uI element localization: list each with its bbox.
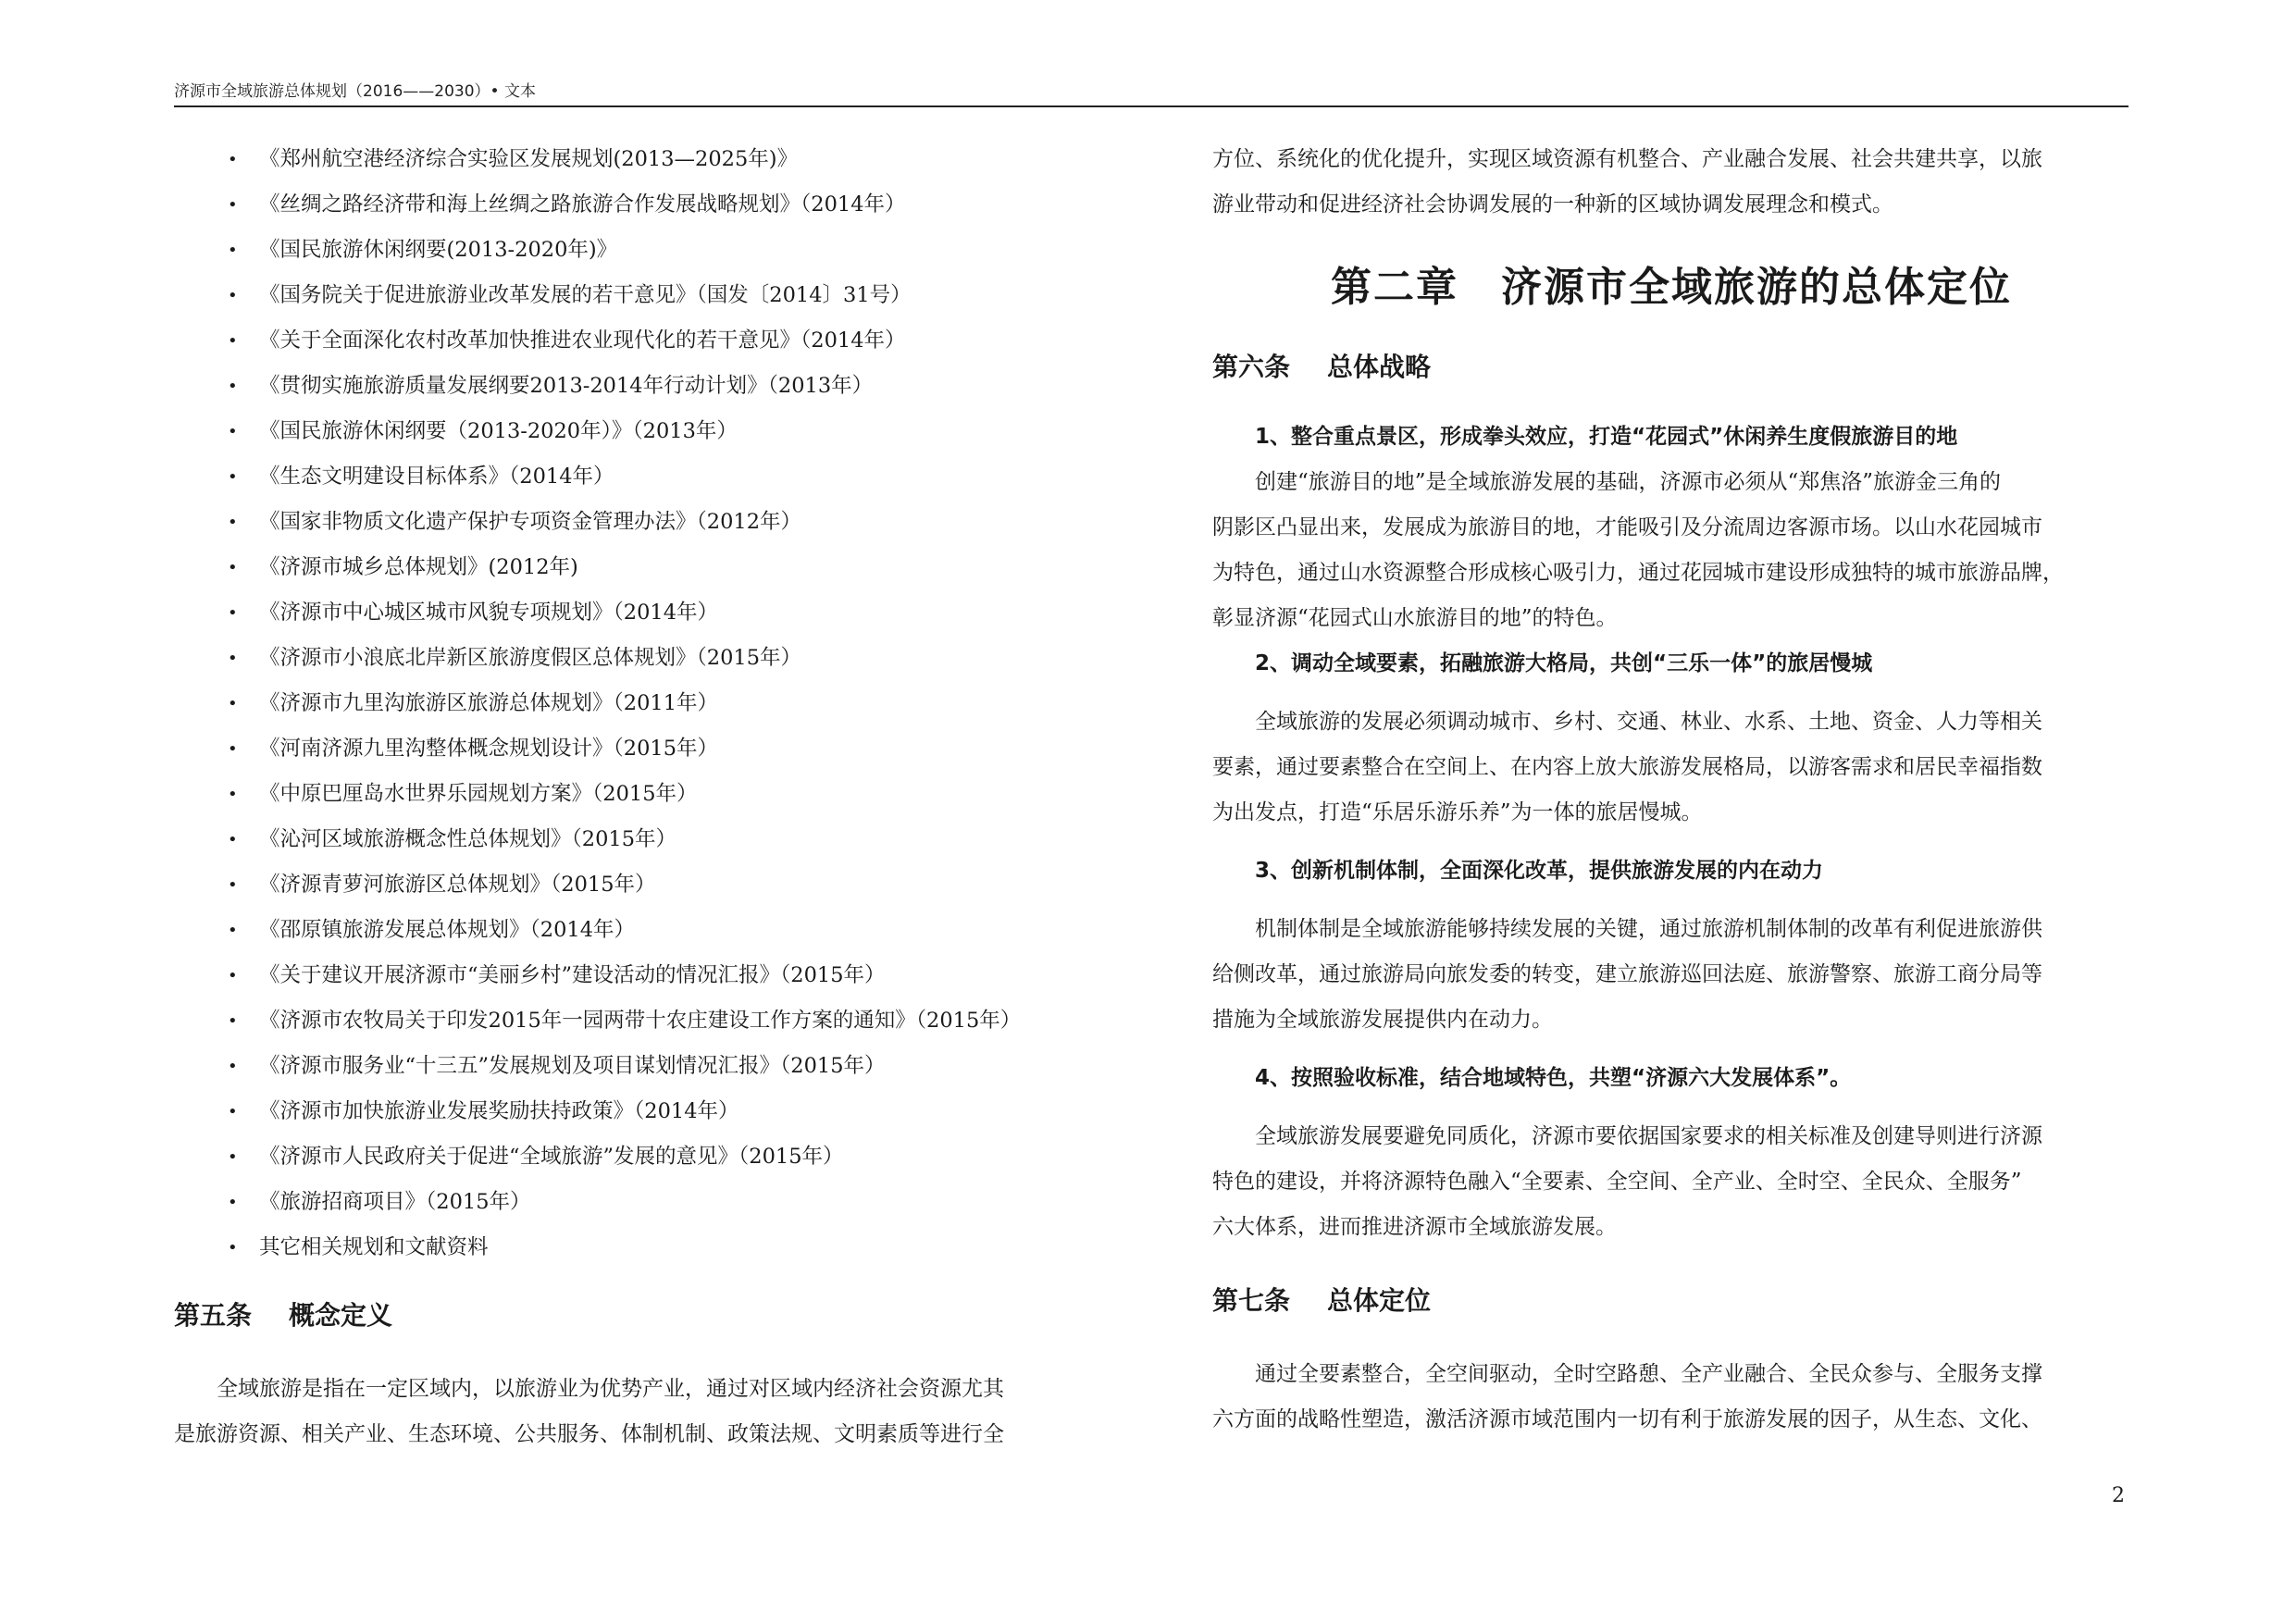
reference-text: 《国民旅游休闲纲要(2013-2020年)》 <box>259 238 618 262</box>
bullet-icon: • <box>228 694 238 713</box>
reference-item <box>174 409 1104 454</box>
header-rule <box>174 105 2128 107</box>
strategy-2-line-1: 全域旅游的发展必须调动城市、乡村、交通、林业、水系、土地、资金、人力等相关 <box>1255 710 2042 734</box>
reference-item <box>174 1089 1104 1134</box>
reference-text: 《关于全面深化农村改革加快推进农业现代化的若干意见》（2014年） <box>259 328 906 353</box>
reference-text: 《国务院关于促进旅游业改革发展的若干意见》（国发〔2014〕31号） <box>259 283 912 307</box>
reference-text: 《生态文明建设目标体系》（2014年） <box>259 465 614 489</box>
section-6-title <box>1212 344 2130 390</box>
reference-item <box>174 273 1104 318</box>
bullet-icon: • <box>228 875 238 895</box>
section-7-line-2: 六方面的战略性塑造，激活济源市域范围内一切有利于旅游发展的因子，从生态、文化、 <box>1212 1407 2042 1431</box>
reference-item <box>174 1134 1104 1180</box>
bullet-icon: • <box>228 1102 238 1121</box>
strategy-3-line-3: 措施为全域旅游发展提供内在动力。 <box>1212 1008 1553 1032</box>
reference-item <box>174 636 1104 681</box>
bullet-icon: • <box>228 1193 238 1212</box>
chapter-title: 第二章 济源市全域旅游的总体定位 <box>1331 264 2012 311</box>
right-column <box>1212 137 2130 1443</box>
bullet-icon: • <box>228 739 238 759</box>
bullet-icon: • <box>228 649 238 668</box>
bullet-icon: • <box>228 558 238 577</box>
strategy-1-heading: 1、整合重点景区，形成拳头效应，打造“花园式”休闲养生度假旅游目的地 <box>1255 425 1958 449</box>
reference-item <box>174 500 1104 545</box>
reference-item <box>174 318 1104 364</box>
bullet-icon: • <box>228 1147 238 1167</box>
reference-text: 《沁河区域旅游概念性总体规划》（2015年） <box>259 827 677 851</box>
section-5-heading: 概念定义 <box>289 1300 393 1331</box>
reference-text: 《郑州航空港经济综合实验区发展规划(2013—2025年)》 <box>259 147 799 171</box>
strategy-1-line-2: 阴影区凸显出来，发展成为旅游目的地，才能吸引及分流周边客源市场。以山水花园城市 <box>1212 515 2042 539</box>
bullet-icon: • <box>228 331 238 351</box>
reference-item <box>174 817 1104 862</box>
section-5-line-1: 全域旅游是指在一定区域内，以旅游业为优势产业，通过对区域内经济社会资源尤其 <box>217 1377 1004 1401</box>
reference-item <box>174 726 1104 772</box>
reference-item <box>174 1044 1104 1089</box>
reference-item <box>174 182 1104 228</box>
reference-text: 《河南济源九里沟整体概念规划设计》（2015年） <box>259 737 719 761</box>
reference-text: 《济源市加快旅游业发展奖励扶持政策》（2014年） <box>259 1099 739 1123</box>
reference-item <box>174 1225 1104 1270</box>
strategy-3-line-1: 机制体制是全域旅游能够持续发展的关键，通过旅游机制体制的改革有利促进旅游供 <box>1255 917 2042 941</box>
section-6-number: 第六条 <box>1212 352 1291 382</box>
strategy-3-heading: 3、创新机制体制，全面深化改革，提供旅游发展的内在动力 <box>1255 859 1824 883</box>
section-7-heading: 总体定位 <box>1327 1285 1432 1316</box>
reference-text: 《济源市九里沟旅游区旅游总体规划》（2011年） <box>259 691 719 715</box>
section-5-title <box>174 1293 1104 1339</box>
strategy-4-heading: 4、按照验收标准，结合地域特色，共塑“济源六大发展体系”。 <box>1255 1066 1852 1090</box>
section-5-line-2: 是旅游资源、相关产业、生态环境、公共服务、体制机制、政策法规、文明素质等进行全 <box>174 1422 1004 1446</box>
strategy-4-line-3: 六大体系，进而推进济源市全域旅游发展。 <box>1212 1215 1617 1239</box>
reference-item <box>174 772 1104 817</box>
continuation-line-1: 方位、系统化的优化提升，实现区域资源有机整合、产业融合发展、社会共建共享，以旅 <box>1212 147 2042 171</box>
strategy-2-line-3: 为出发点，打造“乐居乐游乐养”为一体的旅居慢城。 <box>1212 800 1703 824</box>
bullet-icon: • <box>228 1057 238 1076</box>
strategy-1-line-1: 创建“旅游目的地”是全域旅游发展的基础，济源市必须从“郑焦洛”旅游金三角的 <box>1255 470 2002 494</box>
strategy-3-line-2: 给侧改革，通过旅游局向旅发委的转变，建立旅游巡回法庭、旅游警察、旅游工商分局等 <box>1212 962 2042 986</box>
bullet-icon: • <box>228 467 238 487</box>
section-7-line-1: 通过全要素整合，全空间驱动，全时空路憩、全产业融合、全民众参与、全服务支撑 <box>1255 1362 2042 1386</box>
bullet-icon: • <box>228 513 238 532</box>
reference-text: 《济源市服务业“十三五”发展规划及项目谋划情况汇报》（2015年） <box>259 1054 886 1078</box>
bullet-icon: • <box>228 150 238 169</box>
reference-item <box>174 590 1104 636</box>
reference-list <box>174 137 1104 1270</box>
reference-item <box>174 862 1104 908</box>
section-7-number: 第七条 <box>1212 1285 1291 1316</box>
reference-item <box>174 454 1104 500</box>
reference-item <box>174 1180 1104 1225</box>
reference-item <box>174 908 1104 953</box>
bullet-icon: • <box>228 966 238 985</box>
bullet-icon: • <box>228 830 238 849</box>
reference-text: 《国民旅游休闲纲要（2013-2020年）》（2013年） <box>259 419 738 443</box>
left-column <box>174 137 1104 1457</box>
reference-item <box>174 681 1104 726</box>
bullet-icon: • <box>228 921 238 940</box>
bullet-icon: • <box>228 1238 238 1258</box>
reference-item <box>174 545 1104 590</box>
reference-item <box>174 228 1104 273</box>
reference-item <box>174 364 1104 409</box>
bullet-icon: • <box>228 241 238 260</box>
reference-text: 《关于建议开展济源市“美丽乡村”建设活动的情况汇报》（2015年） <box>259 963 886 987</box>
section-5-number: 第五条 <box>174 1300 253 1331</box>
document-header: 济源市全域旅游总体规划（2016——2030）• 文本 <box>174 82 536 101</box>
reference-text: 《国家非物质文化遗产保护专项资金管理办法》（2012年） <box>259 510 802 534</box>
section-7-title <box>1212 1278 2130 1324</box>
reference-text: 《济源市农牧局关于印发2015年一园两带十农庄建设工作方案的通知》（2015年） <box>259 1009 1022 1033</box>
bullet-icon: • <box>228 422 238 441</box>
bullet-icon: • <box>228 286 238 305</box>
reference-text: 《济源青萝河旅游区总体规划》（2015年） <box>259 873 656 897</box>
strategy-2-line-2: 要素，通过要素整合在空间上、在内容上放大旅游发展格局，以游客需求和居民幸福指数 <box>1212 755 2042 779</box>
reference-text: 《济源市城乡总体规划》(2012年) <box>259 555 578 579</box>
section-6-heading: 总体战略 <box>1327 352 1432 382</box>
continuation-line-2: 游业带动和促进经济社会协调发展的一种新的区域协调发展理念和模式。 <box>1212 192 1893 217</box>
strategy-2-heading: 2、调动全域要素，拓融旅游大格局，共创“三乐一体”的旅居慢城 <box>1255 651 1873 675</box>
reference-text: 《中原巴厘岛水世界乐园规划方案》（2015年） <box>259 782 698 806</box>
reference-text: 《济源市小浪底北岸新区旅游度假区总体规划》（2015年） <box>259 646 802 670</box>
bullet-icon: • <box>228 195 238 215</box>
reference-item <box>174 953 1104 998</box>
reference-text: 《济源市中心城区城市风貌专项规划》（2014年） <box>259 601 719 625</box>
reference-item <box>174 998 1104 1044</box>
bullet-icon: • <box>228 377 238 396</box>
reference-text: 《丝绸之路经济带和海上丝绸之路旅游合作发展战略规划》（2014年） <box>259 192 906 217</box>
strategy-4-line-1: 全域旅游发展要避免同质化，济源市要依据国家要求的相关标准及创建导则进行济源 <box>1255 1124 2042 1148</box>
strategy-1-line-3: 为特色，通过山水资源整合形成核心吸引力，通过花园城市建设形成独特的城市旅游品牌， <box>1212 561 2064 585</box>
page-number: 2 <box>2112 1484 2125 1507</box>
bullet-icon: • <box>228 1011 238 1031</box>
bullet-icon: • <box>228 785 238 804</box>
strategy-4-line-2: 特色的建设，并将济源特色融入“全要素、全空间、全产业、全时空、全民众、全服务” <box>1212 1170 2022 1194</box>
reference-text: 其它相关规划和文献资料 <box>259 1235 489 1259</box>
reference-text: 《贯彻实施旅游质量发展纲要2013-2014年行动计划》（2013年） <box>259 374 874 398</box>
reference-item <box>174 137 1104 182</box>
reference-text: 《济源市人民政府关于促进“全域旅游”发展的意见》（2015年） <box>259 1145 844 1169</box>
reference-text: 《邵原镇旅游发展总体规划》（2014年） <box>259 918 636 942</box>
strategy-1-line-4: 彰显济源“花园式山水旅游目的地”的特色。 <box>1212 606 1618 630</box>
bullet-icon: • <box>228 603 238 623</box>
reference-text: 《旅游招商项目》（2015年） <box>259 1190 531 1214</box>
